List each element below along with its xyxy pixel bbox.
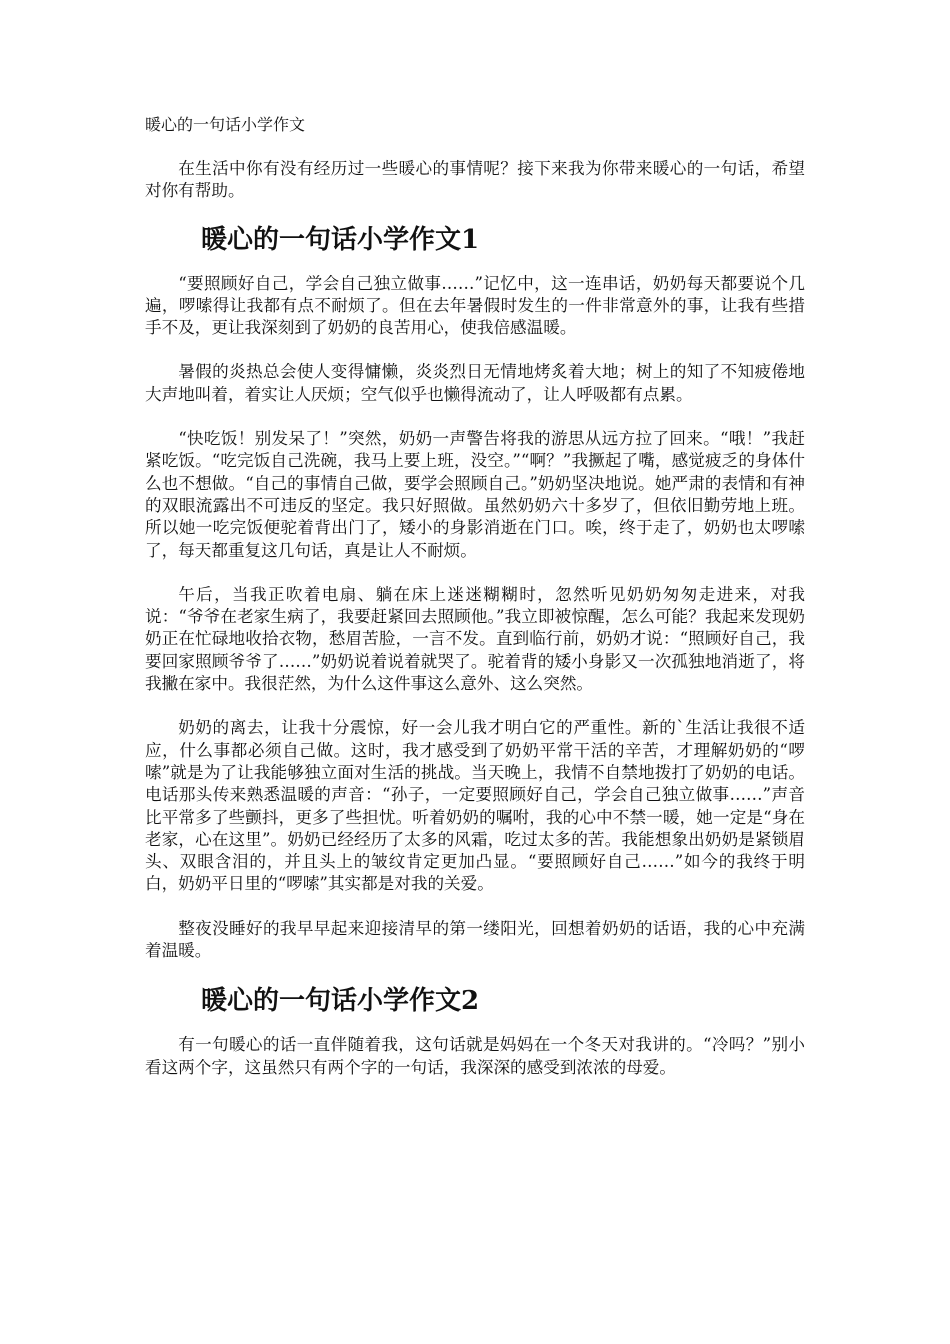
section-2 bbox=[145, 984, 805, 1079]
intro-paragraph: 在生活中你有没有经历过一些暖心的事情呢？接下来我为你带来暖心的一句话，希望对你有帮助。 bbox=[145, 159, 805, 201]
paragraph: 奶奶的离去，让我十分震惊，好一会儿我才明白它的严重性。新的`生活让我很不适应，什么事都必须自己做。这时，我才感受到了奶奶平常干活的辛苦，才理解奶奶的“啰嗦”就是为了让我能够独立面对生活的挑战。当天晚上，我情不自禁地拨打了奶奶的电话。电话那头传来熟悉温暖的声音：“孙子，一定要照顾好自己，学会自己独立做事……”声音比平常多了些颤抖，更多了些担忧。听着奶奶的嘱咐，我的心中不禁一暖，她一定是“身在老家，心在这里”。奶奶已经经历了太多的风霜，吃过太多的苦。我能想象出奶奶是紧锁眉头、双眼含泪的，并且头上的皱纹肯定更加凸显。“要照顾好自己……”如今的我终于明白，奶奶平日里的“啰嗦”其实都是对我的关爱。 bbox=[145, 718, 805, 894]
paragraph: 午后，当我正吹着电扇、躺在床上迷迷糊糊时，忽然听见奶奶匆匆走进来，对我说：“爷爷在老家生病了，我要赶紧回去照顾他。”我立即被惊醒，怎么可能？我起来发现奶奶正在忙碌地收拾衣物，愁眉苦脸，一言不发。直到临行前，奶奶才说：“照顾好自己，我要回家照顾爷爷了……”奶奶说着说着就哭了。驼着背的矮小身影又一次孤独地消逝了，将我撇在家中。我很茫然，为什么这件事这么意外、这么突然。 bbox=[145, 584, 805, 694]
section-heading: 暖心的一句话小学作文1 bbox=[201, 224, 480, 255]
paragraph: 有一句暖心的话一直伴随着我，这句话就是妈妈在一个冬天对我讲的。“冷吗？”别小看这两个字，这虽然只有两个字的一句话，我深深的感受到浓浓的母爱。 bbox=[145, 1035, 805, 1077]
section-heading: 暖心的一句话小学作文2 bbox=[201, 986, 480, 1017]
paragraph: “要照顾好自己，学会自己独立做事……”记忆中，这一连串话，奶奶每天都要说个几遍，啰嗦得让我都有点不耐烦了。但在去年暑假时发生的一件非常意外的事，让我有些措手不及，更让我深刻到了奶奶的良苦用心，使我倍感温暖。 bbox=[145, 273, 805, 338]
document-page bbox=[145, 114, 805, 1101]
paragraph: 整夜没睡好的我早早起来迎接清早的第一缕阳光，回想着奶奶的话语，我的心中充满着温暖。 bbox=[145, 918, 805, 961]
paragraph: 暑假的炎热总会使人变得慵懒，炎炎烈日无情地烤炙着大地；树上的知了不知疲倦地大声地叫着，着实让人厌烦；空气似乎也懒得流动了，让人呼吸都有点累。 bbox=[145, 362, 805, 404]
document-title: 暖心的一句话小学作文 bbox=[145, 115, 306, 134]
section-1 bbox=[145, 223, 805, 963]
paragraph: “快吃饭！别发呆了！”突然，奶奶一声警告将我的游思从远方拉了回来。“哦！”我赶紧吃饭。“吃完饭自己洗碗，我马上要上班，没空。”“啊？”我撅起了嘴，感觉疲乏的身体什么也不想做。“自己的事情自己做，要学会照顾自己。”奶奶坚决地说。她严肃的表情和有神的双眼流露出不可违反的坚定。我只好照做。虽然奶奶六十多岁了，但依旧勤劳地上班。所以她一吃完饭便驼着背出门了，矮小的身影消逝在门口。唉，终于走了，奶奶也太啰嗦了，每天都重复这几句话，真是让人不耐烦。 bbox=[145, 429, 805, 560]
